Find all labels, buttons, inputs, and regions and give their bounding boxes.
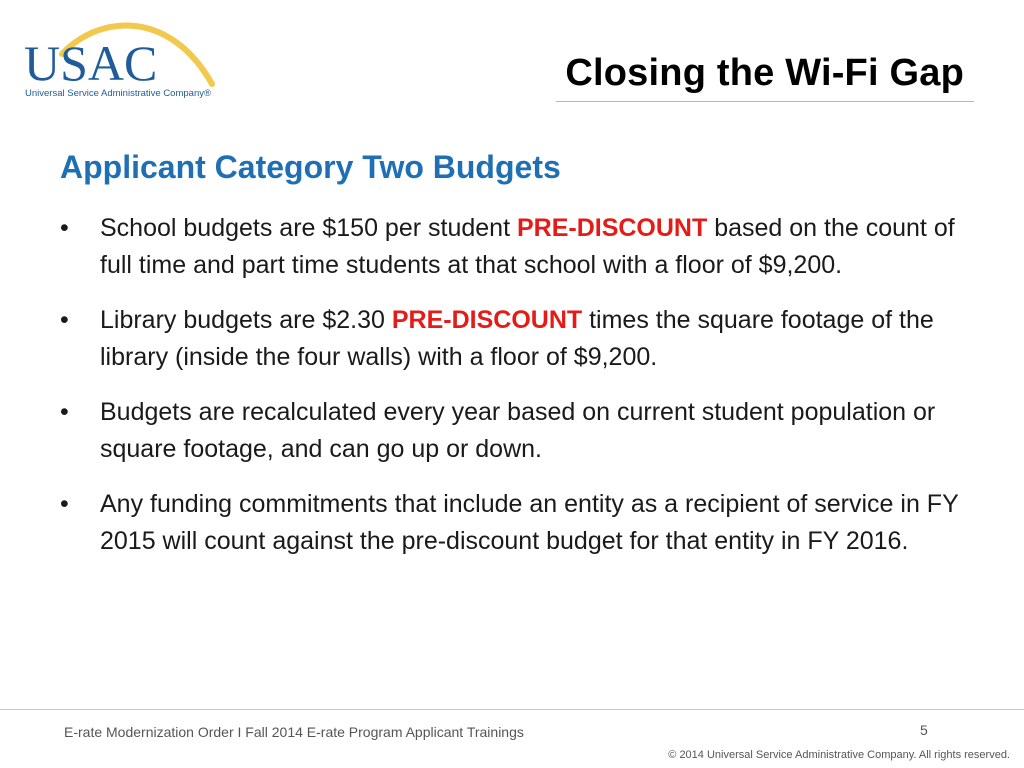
footer-text: E-rate Modernization Order I Fall 2014 E-rate Program Applicant Trainings xyxy=(64,724,524,740)
pre-discount-highlight: PRE-DISCOUNT xyxy=(516,214,708,242)
pre-discount-highlight: PRE-DISCOUNT xyxy=(391,306,583,334)
bullet-text: School budgets are $150 per student xyxy=(100,214,517,242)
bullet-icon: • xyxy=(60,306,69,334)
section-heading: Applicant Category Two Budgets xyxy=(60,149,561,185)
bullet-icon: • xyxy=(60,214,69,242)
bullet-list xyxy=(60,210,960,578)
bullet-text: Any funding commitments that include an entity as a recipient of service in FY 2015 will count against the pre-discount budget for that entity in FY 2016. xyxy=(100,490,959,555)
bullet-item xyxy=(60,486,960,560)
logo-wordmark: USAC xyxy=(24,35,158,91)
bullet-item xyxy=(60,302,960,376)
bullet-text: based on the count of full time and part time students at that school with a floor of $9,200. xyxy=(100,214,955,279)
bullet-text: times the square footage of the library (inside the four walls) with a floor of $9,200. xyxy=(100,306,934,371)
slide-title: Closing the Wi-Fi Gap xyxy=(565,52,964,94)
bullet-item xyxy=(60,394,960,468)
usac-logo-graphic xyxy=(22,14,222,104)
title-divider xyxy=(556,101,974,102)
bullet-text: Library budgets are $2.30 xyxy=(100,306,392,334)
page-number: 5 xyxy=(920,722,928,738)
footer-divider xyxy=(0,709,1024,710)
bullet-item xyxy=(60,210,960,284)
usac-logo xyxy=(22,14,222,104)
copyright-notice: © 2014 Universal Service Administrative Company. All rights reserved. xyxy=(668,749,1010,761)
bullet-icon: • xyxy=(60,398,69,426)
bullet-text: Budgets are recalculated every year based on current student population or square footage, and can go up or down. xyxy=(100,398,936,463)
bullet-icon: • xyxy=(60,490,69,518)
logo-tagline: Universal Service Administrative Company® xyxy=(25,88,211,99)
